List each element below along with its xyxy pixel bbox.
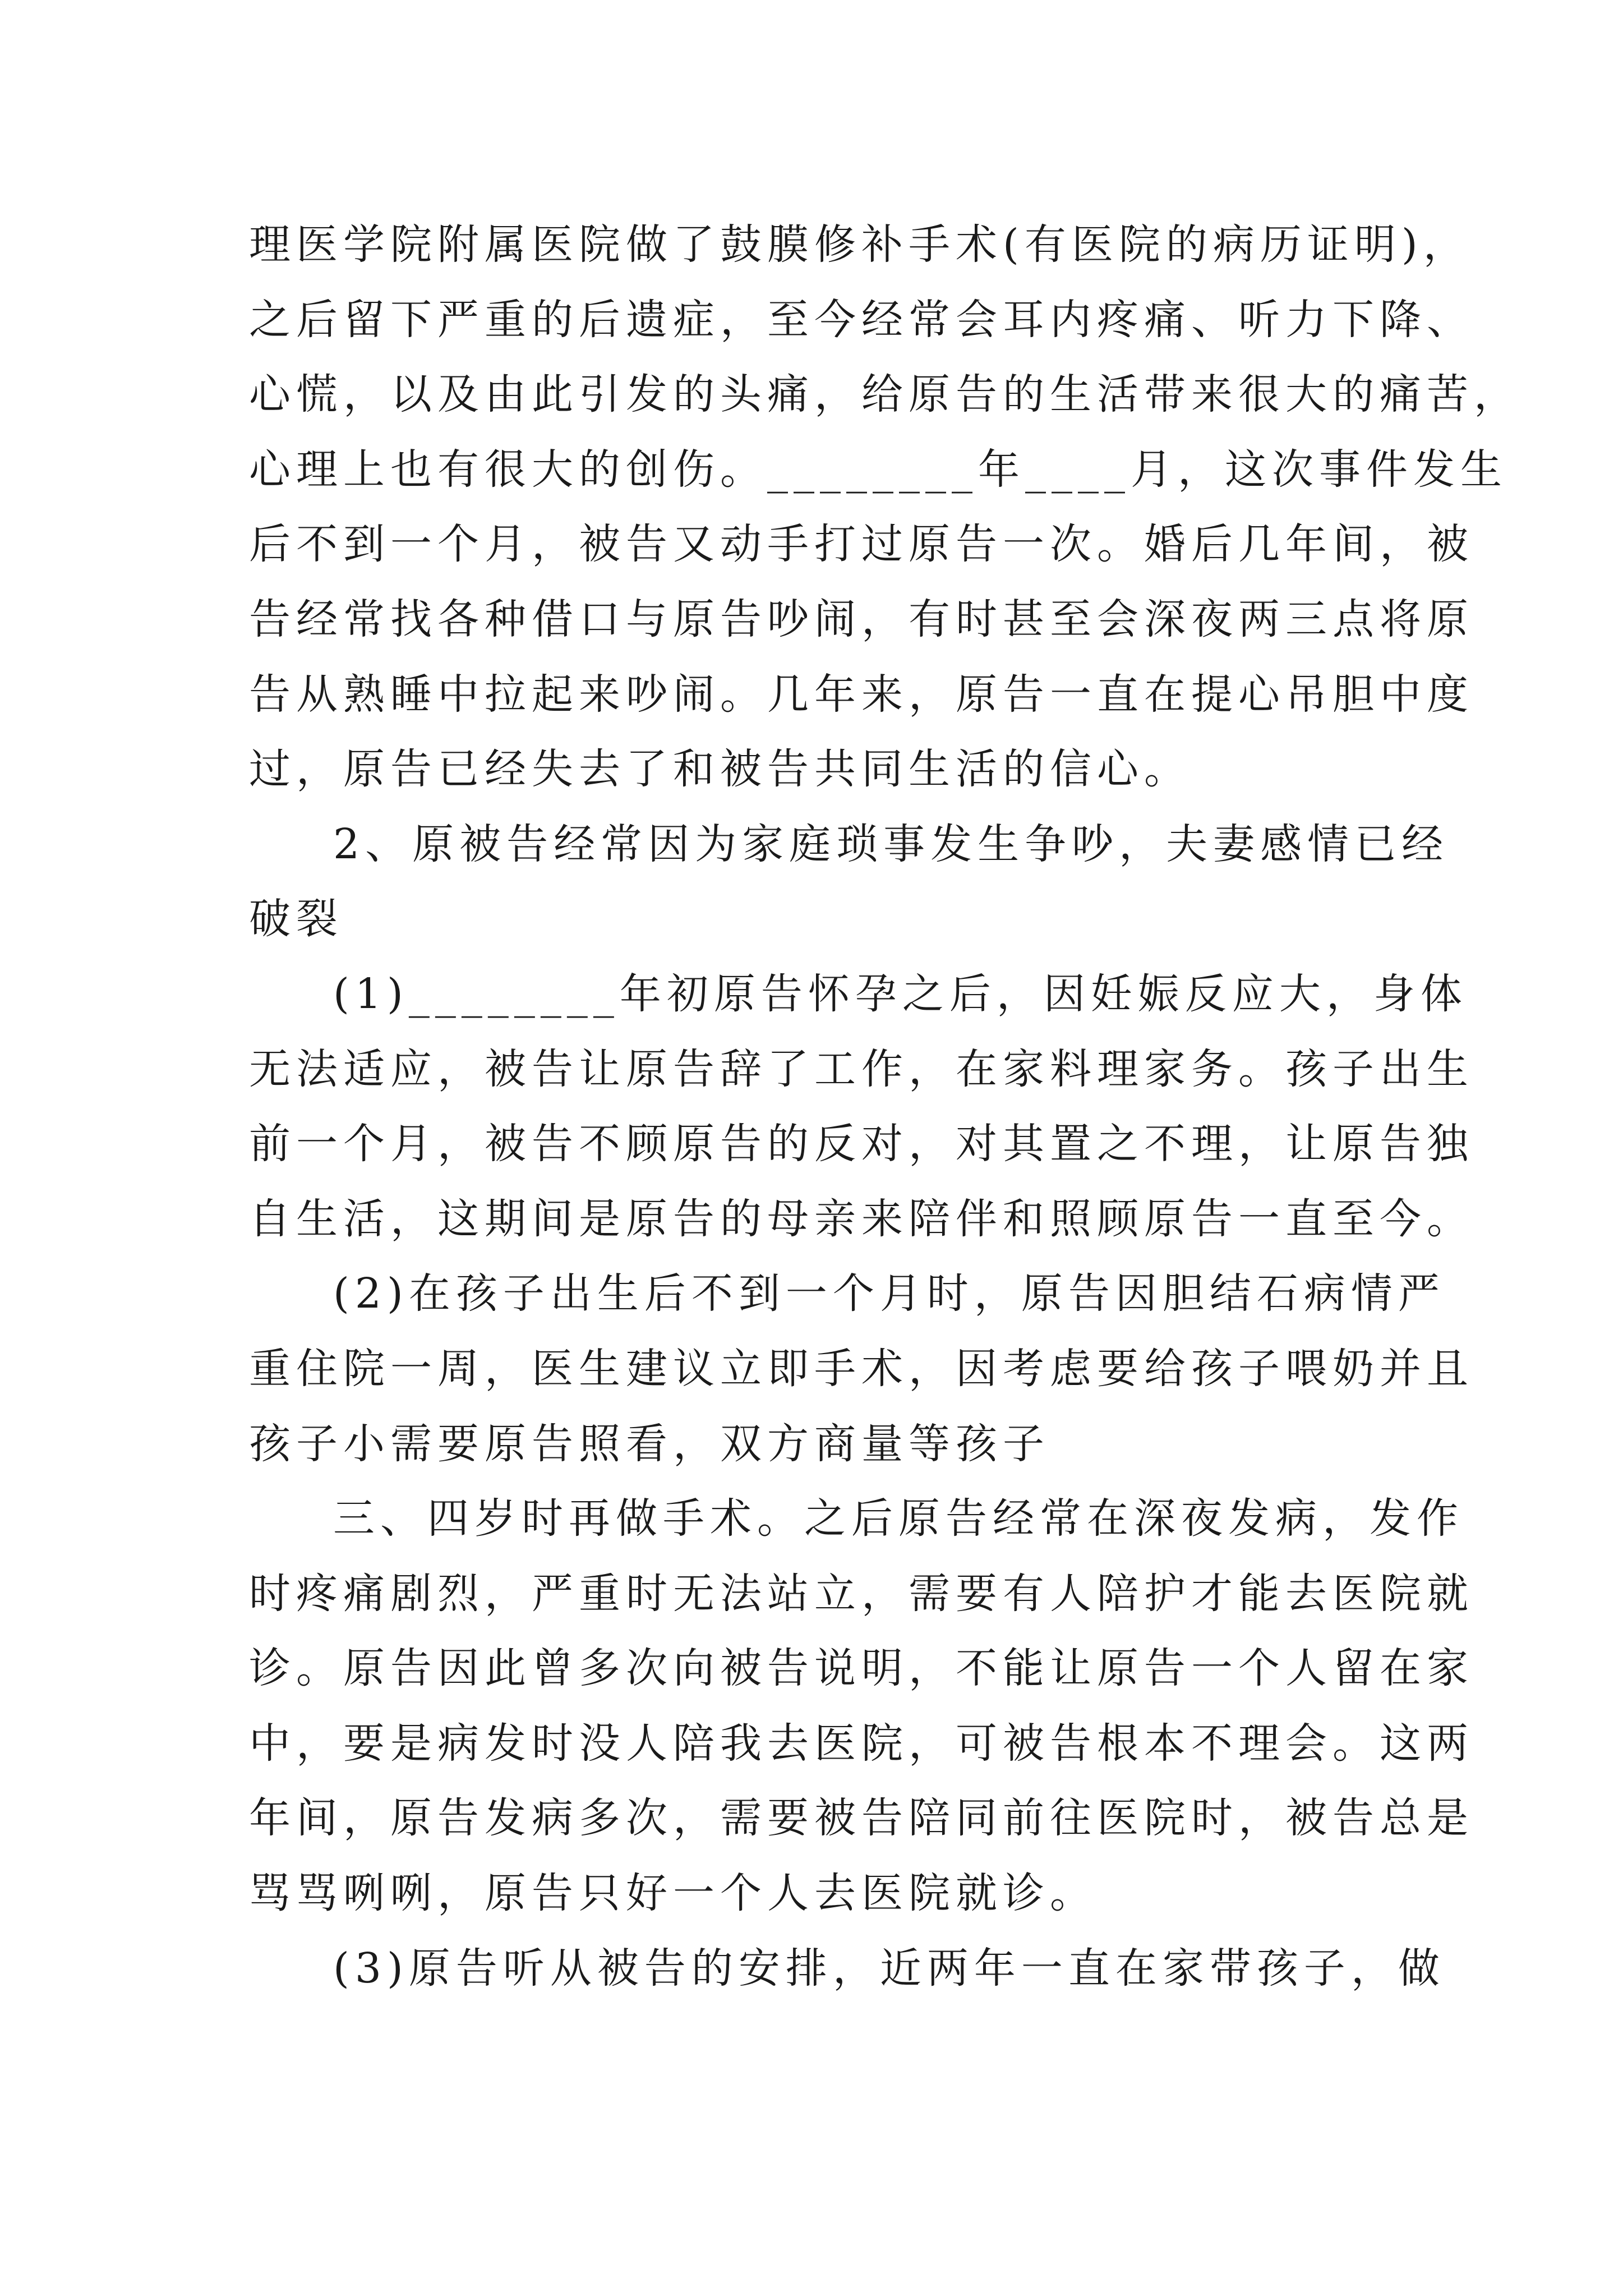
text-line: 之后留下严重的后遗症，至今经常会耳内疼痛、听力下降、: [249, 295, 1474, 344]
text-line: 后不到一个月，被告又动手打过原告一次。婚后几年间，被: [249, 520, 1474, 569]
text-line: 自生活，这期间是原告的母亲来陪伴和照顾原告一直至今。: [249, 1194, 1474, 1243]
text-line: 前一个月，被告不顾原告的反对，对其置之不理，让原告独: [249, 1120, 1474, 1168]
text-line: 破裂: [249, 895, 343, 944]
text-line: 年间，原告发病多次，需要被告陪同前往医院时，被告总是: [249, 1794, 1474, 1843]
text-line: 诊。原告因此曾多次向被告说明，不能让原告一个人留在家: [249, 1644, 1474, 1693]
text-line: 理医学院附属医院做了鼓膜修补手术(有医院的病历证明)，: [249, 220, 1470, 269]
text-line: 2、原被告经常因为家庭琐事发生争吵，夫妻感情已经: [333, 820, 1449, 868]
text-line: 心慌，以及由此引发的头痛，给原告的生活带来很大的痛苦，: [249, 370, 1521, 419]
text-line: 告经常找各种借口与原告吵闹，有时甚至会深夜两三点将原: [249, 595, 1474, 643]
text-line: 三、四岁时再做手术。之后原告经常在深夜发病，发作: [333, 1494, 1464, 1543]
document-body: [249, 208, 1521, 2006]
text-line: 心理上也有很大的创伤。________年____月，这次事件发生: [249, 445, 1507, 494]
text-line: (2)在孩子出生后不到一个月时，原告因胆结石病情严: [333, 1269, 1445, 1318]
text-line: 孩子小需要原告照看，双方商量等孩子: [249, 1419, 1050, 1468]
text-line: 无法适应，被告让原告辞了工作，在家料理家务。孩子出生: [249, 1045, 1474, 1093]
text-line: 过，原告已经失去了和被告共同生活的信心。: [249, 745, 1191, 794]
text-line: 时疼痛剧烈，严重时无法站立，需要有人陪护才能去医院就: [249, 1569, 1474, 1618]
text-line: 告从熟睡中拉起来吵闹。几年来，原告一直在提心吊胆中度: [249, 670, 1474, 719]
text-line: 骂骂咧咧，原告只好一个人去医院就诊。: [249, 1869, 1097, 1918]
text-line: 中，要是病发时没人陪我去医院，可被告根本不理会。这两: [249, 1719, 1474, 1768]
text-line: (3)原告听从被告的安排，近两年一直在家带孩子，做: [333, 1944, 1445, 1993]
text-line: 重住院一周，医生建议立即手术，因考虑要给孩子喂奶并且: [249, 1344, 1474, 1393]
text-line: (1)________年初原告怀孕之后，因妊娠反应大，身体: [333, 969, 1468, 1018]
